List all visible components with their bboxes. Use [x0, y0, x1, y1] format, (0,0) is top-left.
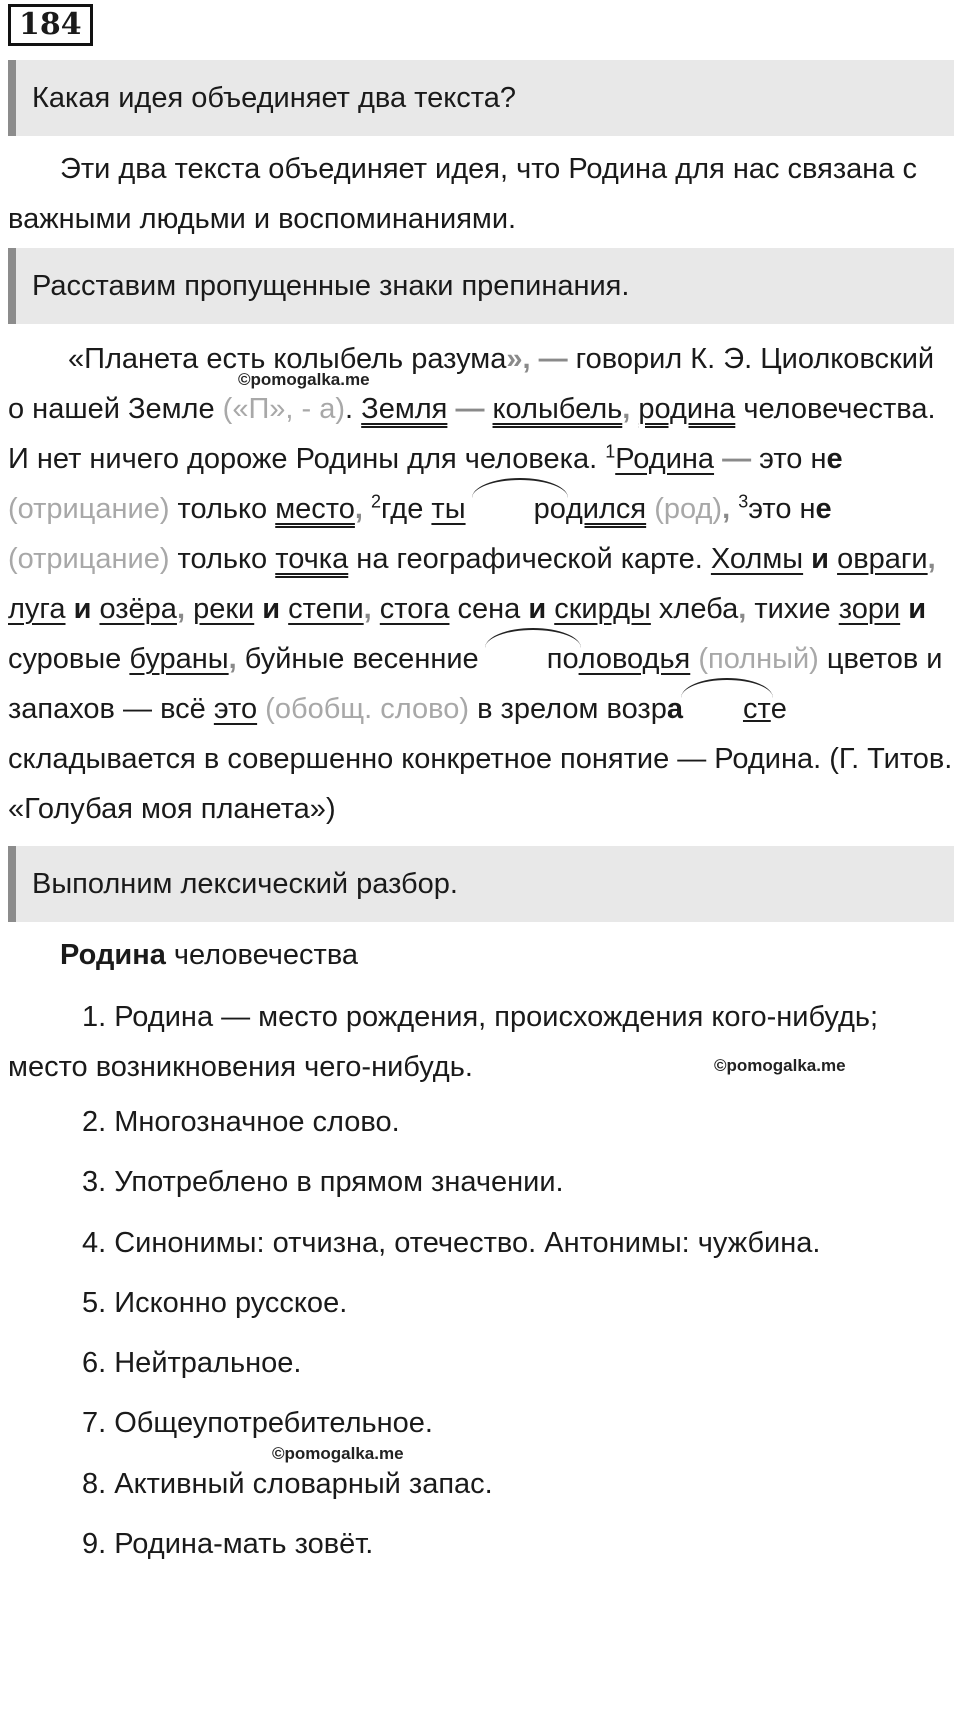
note-1: («П», - а)	[222, 393, 346, 425]
list-item: 9. Родина-мать зовёт.	[82, 1528, 374, 1560]
list-item: 8. Активный словарный запас.	[82, 1468, 493, 1500]
lex-heading: Родина человечества	[60, 939, 359, 971]
watermark: ©pomogalka.me	[714, 1056, 846, 1075]
exercise-number: 184	[8, 4, 93, 46]
subject-polovodya: половодья	[487, 643, 691, 675]
subject-zemlya: Земля	[361, 393, 448, 425]
answer-1: Эти два текста объединяет идея, что Родина для нас связана с важными людьми и воспоминаниями.	[8, 153, 917, 235]
question-2: Расставим пропущенные знаки препинания.	[8, 248, 954, 324]
predicate-kolybel: колыбель	[492, 393, 623, 425]
predicate-tochka: точка	[275, 543, 349, 575]
predicate-mesto: место	[275, 493, 355, 525]
question-1: Какая идея объединяет два текста?	[8, 60, 954, 136]
subject-ty: ты	[431, 493, 466, 525]
watermark: ©pomogalka.me	[272, 1444, 404, 1463]
list-item: 5. Исконно русское.	[82, 1287, 348, 1319]
subject-rodina: Родина	[615, 443, 715, 475]
subject-eto: это	[213, 693, 258, 725]
punctuation-text: «Планета есть колыбель разума», — говорил К. Э. Циолковский о нашей Земле («П», - а). Земля — колыбель, родина человечества. И нет ничего дороже Родины для человека. $^1$Родина — это не (отрицание) только место, $^2$где ты родился (род), $^3$это не (отрицание) только точка на географической карте. Холмы и овраги, луга и озёра, реки и степи, стога сена и скирды хлеба, тихие зори и суровые бураны, буйные весенние половодья (полный) цветов и запахов — всё это (обобщ. слово) в зрелом возра сте складывается в совершенно конкретное понятие — Родина. (Г. Титов. «Голубая моя планета»)	[8, 343, 953, 825]
question-3: Выполним лексический разбор.	[8, 846, 954, 922]
list-item: 4. Синонимы: отчизна, отечество. Антонимы: чужбина.	[82, 1227, 821, 1259]
list-item: 6. Нейтральное.	[82, 1347, 302, 1379]
predicate-rodilsya: родился	[474, 493, 647, 525]
list-item: 3. Употреблено в прямом значении.	[82, 1166, 564, 1198]
predicate-rodina: родина	[638, 393, 736, 425]
watermark: ©pomogalka.me	[238, 370, 370, 389]
list-item: 2. Многозначное слово.	[82, 1106, 400, 1138]
list-item: 7. Общеупотребительное.	[82, 1407, 433, 1439]
list-item: 1. Родина — место рождения, происхождения кого-нибудь; место возникновения чего-нибудь.	[8, 1001, 879, 1083]
